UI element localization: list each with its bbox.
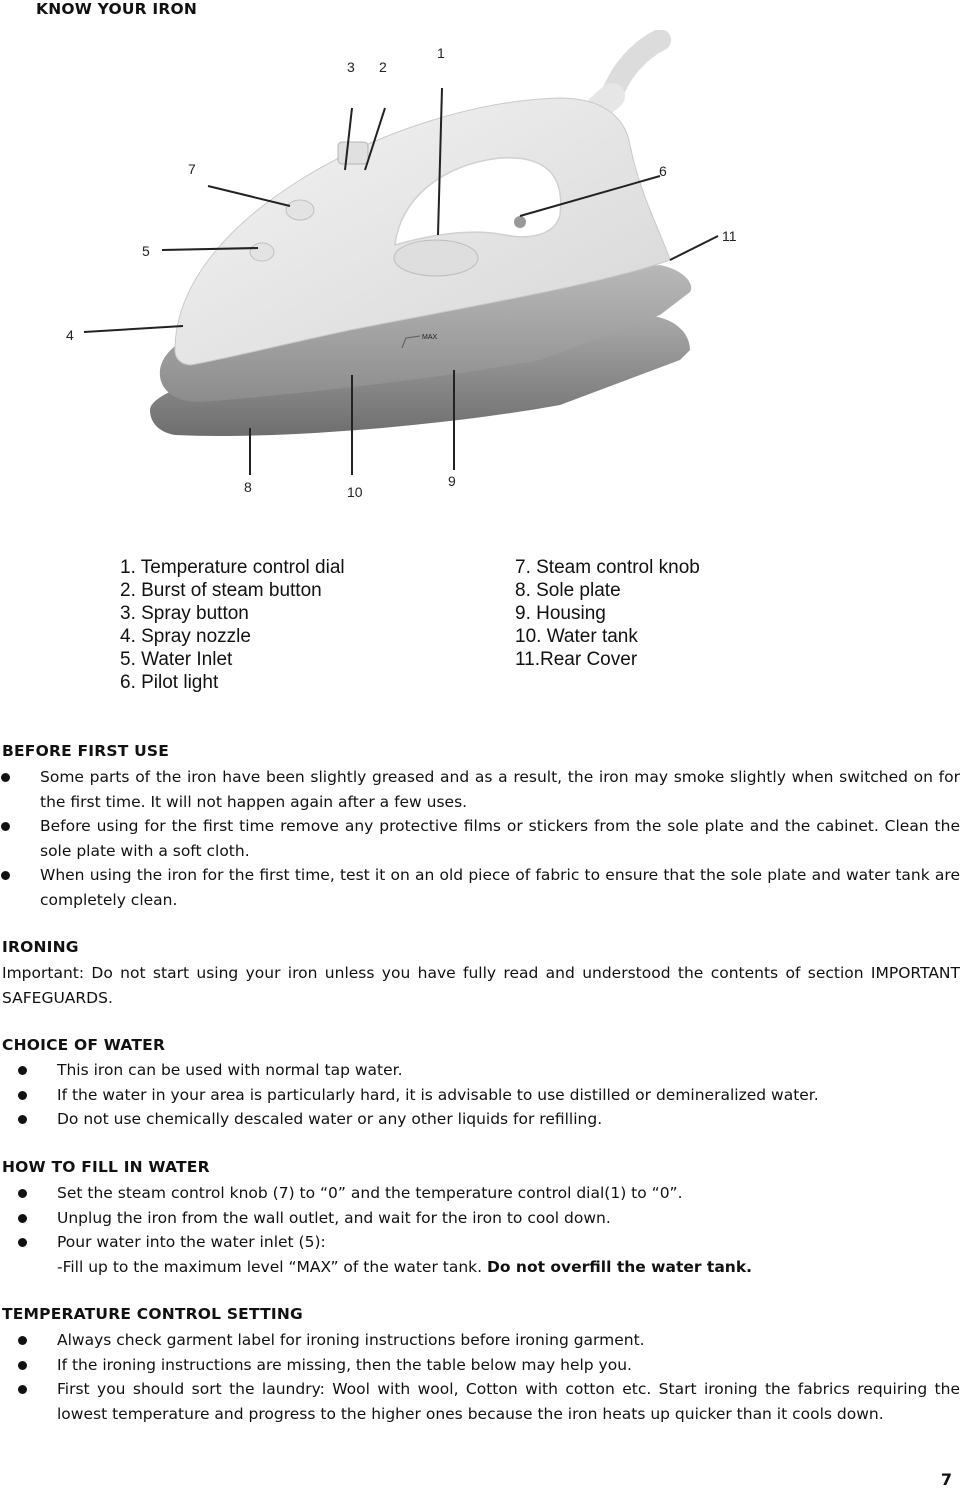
- bullet-icon: [1, 871, 10, 880]
- bullet-icon: [18, 1336, 27, 1345]
- section-heading-temperature-setting: TEMPERATURE CONTROL SETTING: [2, 1305, 303, 1323]
- list-item: Some parts of the iron have been slightly greased and as a result, the iron may smoke slightly when switched on for the first time. It will not happen again after a few uses.: [40, 765, 960, 814]
- section-heading-ironing: IRONING: [2, 938, 79, 956]
- part-item: 6. Pilot light: [120, 672, 219, 693]
- part-item: 5. Water Inlet: [120, 649, 233, 670]
- callout-9: 9: [448, 473, 456, 489]
- callout-7: 7: [188, 161, 196, 177]
- callout-1: 1: [437, 45, 445, 61]
- bullet-icon: [18, 1238, 27, 1247]
- list-item: If the ironing instructions are missing, then the table below may help you.: [57, 1353, 960, 1378]
- section-heading-how-to-fill: HOW TO FILL IN WATER: [2, 1158, 210, 1176]
- callout-3: 3: [347, 59, 355, 75]
- part-item: 10. Water tank: [515, 626, 638, 647]
- bullet-icon: [18, 1091, 27, 1100]
- callout-11: 11: [722, 228, 737, 244]
- callout-10: 10: [347, 484, 363, 500]
- parts-list-left: [120, 556, 345, 694]
- bullet-icon: [18, 1115, 27, 1124]
- temperature-setting-list: [57, 1328, 960, 1426]
- part-item: 1. Temperature control dial: [120, 557, 345, 578]
- parts-list-right: [515, 556, 700, 671]
- bullet-icon: [18, 1189, 27, 1198]
- bullet-icon: [18, 1385, 27, 1394]
- ironing-paragraph: Important: Do not start using your iron unless you have fully read and understood the contents of section IMPORTANT SAFEGUARDS.: [2, 964, 960, 1007]
- fill-warning: Do not overfill the water tank.: [487, 1257, 753, 1276]
- list-item: -Fill up to the maximum level “MAX” of the water tank. Do not overfill the water tank.: [57, 1257, 753, 1276]
- part-item: 9. Housing: [515, 603, 606, 624]
- callout-6: 6: [659, 163, 667, 179]
- part-item: 2. Burst of steam button: [120, 580, 322, 601]
- bullet-icon: [18, 1066, 27, 1075]
- list-item: Always check garment label for ironing instructions before ironing garment.: [57, 1328, 960, 1353]
- bullet-icon: [1, 773, 10, 782]
- bullet-icon: [1, 822, 10, 831]
- page-title: KNOW YOUR IRON: [36, 0, 198, 18]
- max-label: MAX: [422, 334, 438, 341]
- list-item: First you should sort the laundry: Wool with wool, Cotton with cotton etc. Start ironing the fabrics requiring the lowest temperature and progress to the higher ones because the iron heats up quicker than it cools down.: [57, 1377, 960, 1426]
- iron-illustration: [0, 30, 960, 540]
- section-heading-before-first-use: BEFORE FIRST USE: [2, 742, 170, 760]
- part-item: 4. Spray nozzle: [120, 626, 251, 647]
- list-item: Before using for the first time remove any protective films or stickers from the sole plate and the cabinet. Clean the sole plate with a soft cloth.: [40, 814, 960, 863]
- list-item: Do not use chemically descaled water or any other liquids for refilling.: [57, 1107, 960, 1132]
- callout-5: 5: [142, 243, 150, 259]
- list-item: If the water in your area is particularly hard, it is advisable to use distilled or demineralized water.: [57, 1083, 960, 1108]
- bullet-icon: [18, 1214, 27, 1223]
- part-item: 7. Steam control knob: [515, 557, 700, 578]
- callout-4: 4: [66, 327, 74, 343]
- list-item: Set the steam control knob (7) to “0” and the temperature control dial(1) to “0”.: [57, 1181, 960, 1206]
- callout-8: 8: [244, 479, 252, 495]
- callout-2: 2: [379, 59, 387, 75]
- how-to-fill-list: [57, 1181, 960, 1279]
- section-heading-choice-of-water: CHOICE OF WATER: [2, 1036, 166, 1054]
- list-item: Unplug the iron from the wall outlet, and wait for the iron to cool down.: [57, 1206, 960, 1231]
- bullet-icon: [18, 1361, 27, 1370]
- choice-of-water-list: [57, 1058, 960, 1132]
- list-item: When using the iron for the first time, test it on an old piece of fabric to ensure that the sole plate and water tank are completely clean.: [40, 863, 960, 912]
- list-item: Pour water into the water inlet (5):: [57, 1230, 960, 1255]
- part-item: 8. Sole plate: [515, 580, 621, 601]
- part-item: 3. Spray button: [120, 603, 249, 624]
- list-item: This iron can be used with normal tap water.: [57, 1058, 960, 1083]
- before-first-use-list: [40, 765, 960, 912]
- steam-knob-shape: [394, 240, 478, 276]
- part-item: 11.Rear Cover: [515, 649, 638, 670]
- page-number: 7: [940, 1470, 952, 1489]
